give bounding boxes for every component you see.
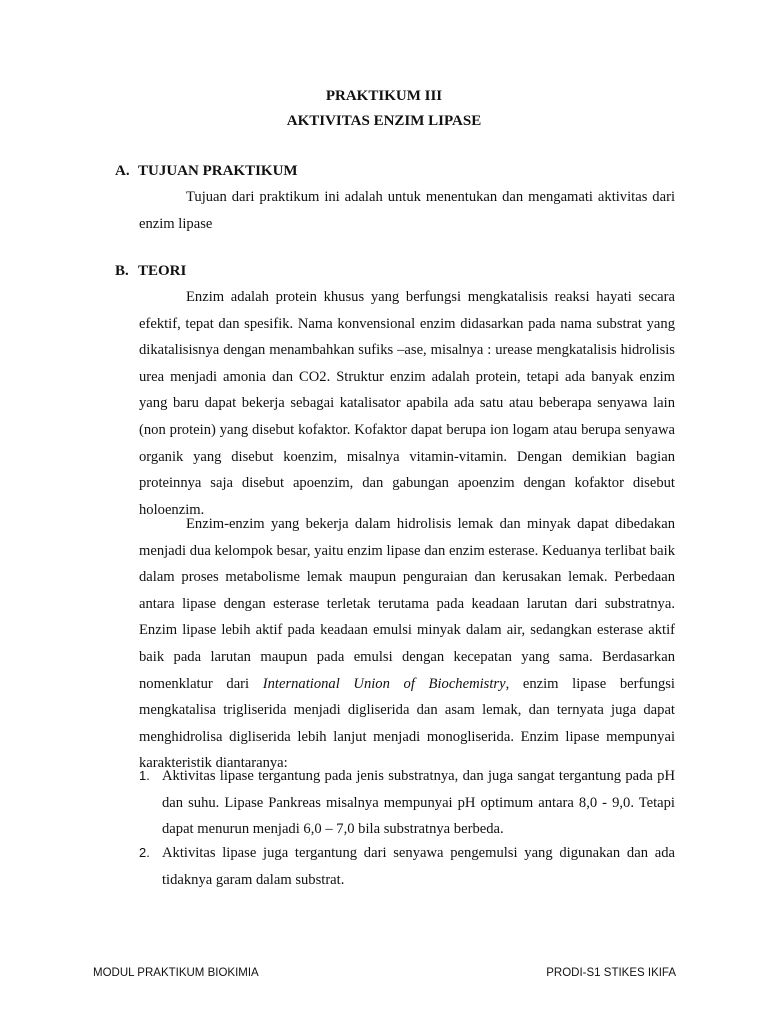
list-item [139, 840, 675, 893]
list-item-number: 2. [139, 845, 150, 860]
section-a-letter: A. [115, 163, 130, 179]
section-b-para1-text: Enzim adalah protein khusus yang berfungsi mengkatalisis reaksi hayati secara efektif, tepat dan spesifik. Nama konvensional enzim didasarkan pada nama substrat yang dikatalisisnya dengan menambahkan sufiks –ase, misalnya : urease mengkatalisis hidrolisis urea menjadi amonia dan CO2. Struktur enzim adalah protein, tetapi ada banyak enzim yang baru dapat bekerja sebagai katalisator apabila ada satu atau beberapa senyawa lain (non protein) yang disebut kofaktor. Kofaktor dapat berupa ion logam atau berupa senyawa organik yang disebut koenzim, misalnya vitamin-vitamin. Dengan demikian bagian proteinnya saja disebut apoenzim, dan gabungan apoenzim dengan kofaktor disebut holoenzim. [139, 289, 675, 518]
section-b-para2-text-before: Enzim-enzim yang bekerja dalam hidrolisis lemak dan minyak dapat dibedakan menjadi dua kelompok besar, yaitu enzim lipase dan enzim esterase. Keduanya terlibat baik dalam proses metabolisme lemak maupun penguraian dan kerusakan lemak. Perbedaan antara lipase dengan esterase terletak terutama pada keadaan larutan dari substratnya. Enzim lipase lebih aktif pada keadaan emulsi minyak dalam air, sedangkan esterase aktif baik pada larutan maupun pada emulsi dengan kecepatan yang sama. Berdasarkan nomenklatur dari [139, 516, 675, 692]
section-b-paragraph-2 [139, 511, 675, 777]
footer-program-name: PRODI-S1 STIKES IKIFA [546, 967, 676, 979]
characteristics-list-item-1 [139, 763, 675, 843]
section-b-para2-italic: International Union of Biochemistry [262, 675, 506, 692]
section-a-text: Tujuan dari praktikum ini adalah untuk menentukan dan mengamati aktivitas dari enzim lipase [139, 189, 675, 232]
section-a-heading [115, 162, 298, 180]
characteristics-list-item-2 [139, 840, 675, 893]
section-b-heading [115, 262, 186, 280]
list-item [139, 763, 675, 843]
document-title-line1: PRAKTIKUM III [325, 88, 443, 104]
section-b-para2-text-after: , enzim lipase berfungsi mengkatalisa trigliserida menjadi digliserida dan asam lemak, dan ternyata juga dapat menghidrolisa digliserida lebih lanjut menjadi monogliserida. Enzim lipase mempunyai karakteristik diantaranya: [139, 675, 675, 772]
list-item-text: Aktivitas lipase juga tergantung dari senyawa pengemulsi yang digunakan dan ada tidaknya garam dalam substrat. [162, 845, 675, 888]
document-title-line2: AKTIVITAS ENZIM LIPASE [286, 113, 482, 129]
section-b-title: TEORI [138, 263, 187, 279]
list-item-number: 1. [139, 768, 150, 783]
section-a-title: TUJUAN PRAKTIKUM [138, 163, 298, 179]
list-item-text: Aktivitas lipase tergantung pada jenis substratnya, dan juga sangat tergantung pada pH dan suhu. Lipase Pankreas misalnya mempunyai pH optimum antara 8,0 - 9,0. Tetapi dapat menurun menjadi 6,0 – 7,0 bila substratnya berbeda. [162, 768, 675, 838]
section-b-letter: B. [115, 263, 129, 279]
section-b-paragraph-1 [139, 284, 675, 523]
section-a-paragraph [139, 184, 675, 237]
footer-module-name: MODUL PRAKTIKUM BIOKIMIA [93, 967, 259, 979]
